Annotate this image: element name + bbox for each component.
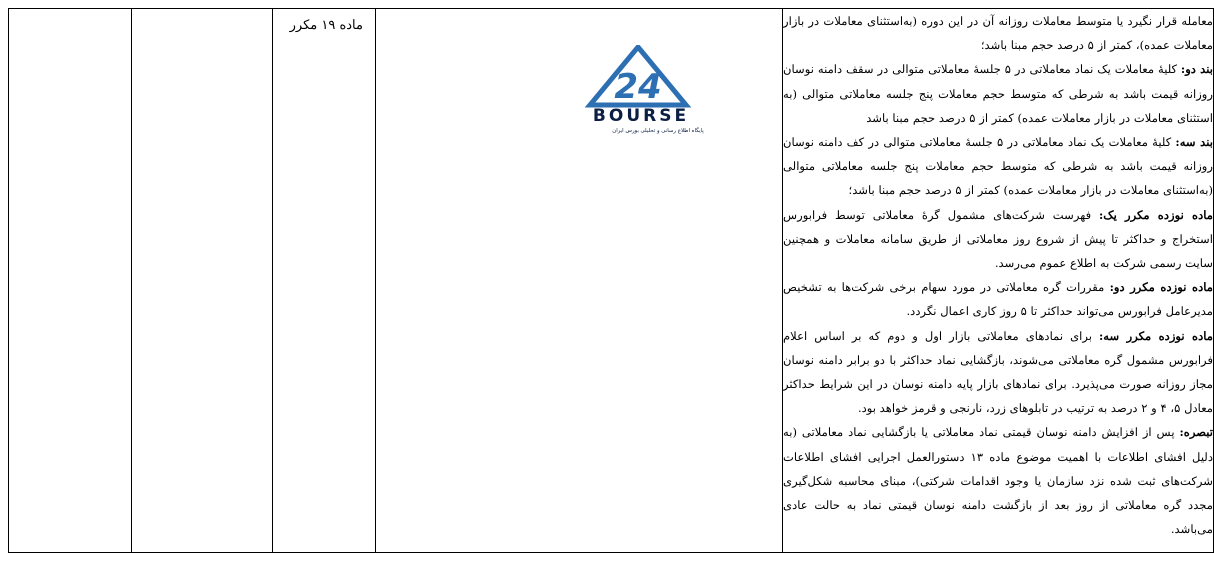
paragraph-text: برای نمادهای معاملاتی بازار اول و دوم که بر اساس اعلام فرابورس مشمول گره معاملاتی می‌شوند، بازگشایی نماد حداکثر با دو برابر دامنه نوسان مجاز روزانه صورت می‌پذیرد. برای نمادهای بازار پایه دامنه نوسان در این شرایط حداکثر معادل ۵، ۴ و ۲ درصد به ترتیب در تابلوهای زرد، نارنجی و قرمز خواهد بود. (783, 328, 1213, 416)
paragraph-text: کلیهٔ معاملات یک نماد معاملاتی در ۵ جلسهٔ معاملاتی متوالی در کف دامنه نوسان روزانه قیمت باشد به شرطی که متوسط حجم معاملات پنج جلسه معاملاتی متوالی (به‌استثنای معاملات در بازار معاملات عمده) کمتر از ۵ درصد حجم مبنا باشد؛ (783, 135, 1213, 198)
logo-graphic (568, 45, 714, 137)
article-label: ماده ۱۹ مکرر (289, 18, 363, 33)
logo-number: 24 (614, 67, 662, 107)
empty-cell-second (132, 9, 273, 553)
paragraph-text: مقررات گره معاملاتی در مورد سهام برخی شرکت‌ها به تشخیص مدیرعامل فرابورس می‌تواند حداکثر تا ۵ روز کاری اعمال نگردد. (783, 280, 1213, 319)
paragraph-continuation (783, 9, 1213, 57)
paragraph-article-19-bis-2 (783, 275, 1213, 323)
table-row (9, 9, 1214, 553)
paragraph-note (783, 420, 1213, 541)
paragraph-lead: بند دو: (1180, 62, 1213, 77)
regulation-table (8, 8, 1214, 553)
regulation-text-cell (783, 9, 1214, 553)
paragraph-article-19-bis-3 (783, 324, 1213, 421)
paragraph-article-19-bis-1 (783, 203, 1213, 276)
logo-cell (376, 9, 783, 553)
paragraph-clause-two (783, 57, 1213, 130)
paragraph-lead: ماده نوزده مکرر دو: (1109, 280, 1213, 295)
paragraph-text: پس از افزایش دامنه نوسان قیمتی نماد معاملاتی یا بازگشایی نماد معاملاتی (به دلیل افشای اطلاعات با اهمیت موضوع ماده ۱۳ دستورالعمل اجرایی افشای اطلاعات شرکت‌های ثبت شده نزد سازمان یا وجود اقدامات شرکتی)، مبنای محاسبه شکل‌گیری مجدد گره معاملاتی از روز بعد از بازگشت دامنه نوسان قیمتی نماد به حالت عادی می‌باشد. (783, 425, 1214, 537)
logo-tagline: پایگاه اطلاع رسانی و تحلیلی بورس ایران (612, 128, 704, 134)
article-number-cell (273, 9, 376, 553)
paragraph-text: کلیهٔ معاملات یک نماد معاملاتی در ۵ جلسهٔ معاملاتی متوالی در سقف دامنه نوسان روزانه قیمت باشد به شرطی که متوسط حجم معاملات پنج جلسه معاملاتی متوالی (به استثنای معاملات در بازار معاملات عمده) کمتر از ۵ درصد حجم مبنا باشد (783, 62, 1213, 125)
logo-wordmark: BOURSE (592, 106, 690, 126)
paragraph-lead: بند سه: (1175, 135, 1213, 150)
paragraph-clause-three (783, 130, 1213, 203)
empty-cell-right (9, 9, 132, 553)
paragraph-text: معامله قرار نگیرد یا متوسط معاملات روزانه آن در این دوره (به‌استثنای معاملات در بازار معاملات عمده)، کمتر از ۵ درصد حجم مبنا باشد؛ (783, 14, 1213, 53)
paragraph-lead: ماده نوزده مکرر سه: (1099, 328, 1213, 343)
paragraph-text: فهرست شرکت‌های مشمول گرهٔ معاملاتی توسط فرابورس استخراج و حداکثر تا پیش از شروع روز معاملاتی از طریق سامانه معاملات و همچنین سایت رسمی شرکت به اطلاع عموم می‌رسد. (783, 207, 1213, 271)
paragraph-lead: تبصره: (1179, 425, 1213, 440)
24bourse-logo (568, 45, 714, 137)
paragraph-lead: ماده نوزده مکرر یک: (1098, 207, 1213, 222)
